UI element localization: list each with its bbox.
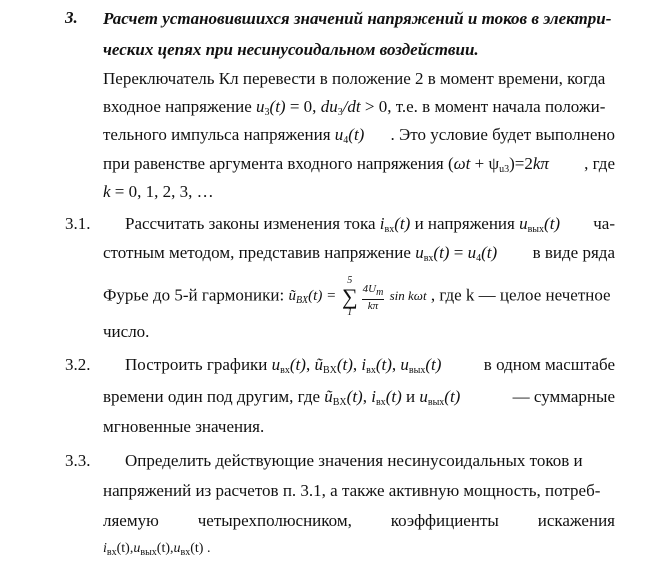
arg-t: (t)	[289, 355, 306, 374]
var-u: u	[415, 243, 424, 262]
item-3-1-line4: число.	[103, 322, 150, 341]
text: = 0, 1, 2, 3, …	[110, 182, 214, 201]
var-u-tilde: ũ	[324, 387, 333, 406]
item-3-3-line4	[103, 538, 210, 564]
item-3-3-line1: Определить действующие значения несинусоидальных токов и	[125, 451, 583, 470]
text: .	[203, 541, 211, 556]
sub: m	[376, 286, 384, 298]
text: тельного импульса напряжения	[103, 125, 335, 144]
numerator	[362, 283, 385, 300]
sub: вх	[375, 397, 386, 408]
part	[103, 242, 497, 270]
text: и напряжения	[410, 214, 520, 233]
text: . Это условие будет выполнено	[390, 125, 615, 144]
sub: вх	[280, 365, 290, 376]
var-u: u	[467, 243, 477, 262]
text: при равенстве аргумента входного напряжения (	[103, 154, 454, 173]
text: четырехполюсником,	[197, 511, 352, 530]
arg-t: (t)	[425, 355, 442, 374]
var-u-tilde: ũ	[314, 355, 323, 374]
text: ча-	[593, 214, 615, 233]
item-3-1-line3	[103, 276, 611, 318]
text: ,	[305, 355, 315, 374]
item-3-2-line2	[103, 386, 615, 414]
text: Фурье до 5-й гармоники:	[103, 285, 289, 305]
item-3-2-number: 3.2.	[65, 355, 91, 374]
var-dt: /dt	[342, 97, 361, 116]
text: 4U	[362, 282, 377, 295]
text: времени один под другим, где	[103, 387, 325, 406]
text: =	[449, 243, 468, 262]
part	[125, 213, 560, 241]
text: )=2	[509, 154, 533, 173]
sum-upper: 5	[347, 275, 353, 286]
line3-part1	[103, 124, 364, 152]
sin-term: sin kωt	[386, 288, 427, 304]
section-title-line1: Расчет установившихся значений напряжений и токов в электри-	[103, 9, 612, 28]
text: =	[322, 288, 340, 305]
sub: вх	[423, 253, 434, 264]
var-u: u	[334, 125, 344, 144]
var-kpi: kπ	[532, 154, 549, 173]
text: в одном масштабе	[483, 355, 615, 374]
sum-operator	[342, 276, 358, 318]
sum-symbol: ∑	[341, 284, 358, 309]
arg-t: (t)	[346, 387, 363, 406]
item-3-2-line3: мгновенные значения.	[103, 417, 265, 436]
sub: 3	[264, 107, 270, 118]
text: > 0, т.е. в момент начала положи-	[360, 97, 606, 116]
sub: вых	[527, 224, 545, 235]
text: ляемую	[103, 511, 159, 530]
item-3-3-number: 3.3.	[65, 451, 91, 470]
sub: BX	[322, 365, 337, 376]
var-u: u	[133, 541, 141, 556]
var-du: du	[320, 97, 338, 116]
arg-t: (t),	[116, 541, 134, 556]
arg-t: (t)	[190, 541, 204, 556]
text: ,	[362, 387, 372, 406]
fraction	[362, 283, 385, 312]
text: + ψ	[470, 154, 500, 173]
var-u: u	[519, 214, 528, 233]
item-3-1-number: 3.1.	[65, 214, 91, 233]
part	[103, 386, 460, 414]
text: стотным методом, представив напряжение	[103, 243, 416, 262]
var-u-tilde: ũ	[288, 288, 296, 305]
var-wt: ωt	[453, 154, 471, 173]
text: Построить графики	[125, 355, 272, 374]
arg-t: (t)	[269, 97, 286, 116]
arg-t: (t)	[433, 243, 450, 262]
arg-t: (t)	[375, 355, 392, 374]
item-3-3-line3	[103, 510, 615, 532]
line4-part1	[103, 153, 549, 181]
sub: BX	[295, 295, 309, 307]
sub: вх	[180, 547, 191, 558]
sub: u3	[499, 164, 510, 175]
section-paragraph-line3	[103, 124, 615, 152]
var-u: u	[173, 541, 181, 556]
sub: 4	[343, 135, 349, 146]
var-k: k	[103, 182, 111, 201]
section-title-line2: ческих цепях при несинусоидальном воздействии.	[103, 40, 479, 59]
arg-t: (t)	[444, 387, 461, 406]
var-u: u	[271, 355, 281, 374]
text: коэффициенты	[390, 511, 499, 530]
arg-t: (t)	[348, 125, 365, 144]
text: = 0,	[285, 97, 321, 116]
text: входное напряжение	[103, 97, 257, 116]
sub: 3	[337, 107, 343, 118]
section-number: 3.	[65, 8, 78, 27]
var-i: i	[371, 387, 376, 406]
text: , где k — целое нечетное	[426, 285, 611, 305]
text: — суммарные	[512, 387, 615, 406]
arg-t: (t),	[156, 541, 174, 556]
var-i: i	[361, 355, 367, 374]
item-3-1-line1	[125, 213, 615, 241]
sub: вых	[140, 547, 157, 558]
text: и	[401, 387, 420, 406]
var-i: i	[103, 541, 107, 556]
section-paragraph-line4	[103, 153, 615, 181]
sub: 4	[476, 253, 482, 264]
denominator: kπ	[367, 299, 379, 312]
text: в виде ряда	[532, 243, 615, 262]
var-i: i	[379, 214, 385, 233]
var-u: u	[400, 355, 409, 374]
section-paragraph-line1: Переключатель Кл перевести в положение 2 в момент времени, когда	[103, 69, 606, 88]
arg-t: (t)	[544, 214, 561, 233]
var-u: u	[256, 97, 265, 116]
var-u: u	[419, 387, 428, 406]
arg-t: (t)	[336, 355, 353, 374]
section-paragraph-line5	[103, 181, 214, 203]
text: Рассчитать законы изменения тока	[125, 214, 380, 233]
sub: вых	[427, 397, 445, 408]
item-3-1-line2	[103, 242, 615, 270]
text: ,	[352, 355, 362, 374]
sub: вх	[384, 224, 395, 235]
item-3-2-line1	[125, 354, 615, 382]
sub: вых	[408, 365, 426, 376]
arg-t: (t)	[481, 243, 498, 262]
sub: BX	[332, 397, 347, 408]
arg-t: (t)	[394, 214, 411, 233]
sum-lower: 1	[347, 307, 353, 318]
section-paragraph-line2	[103, 96, 605, 124]
text: ,	[391, 355, 401, 374]
sub: вх	[366, 365, 376, 376]
text: , где	[584, 154, 615, 173]
item-3-3-line2: напряжений из расчетов п. 3.1, а также активную мощность, потреб-	[103, 481, 601, 500]
arg-t: (t)	[308, 288, 323, 305]
arg-t: (t)	[385, 387, 402, 406]
text: искажения	[537, 511, 615, 530]
part	[125, 354, 441, 382]
sub: вх	[106, 547, 117, 558]
